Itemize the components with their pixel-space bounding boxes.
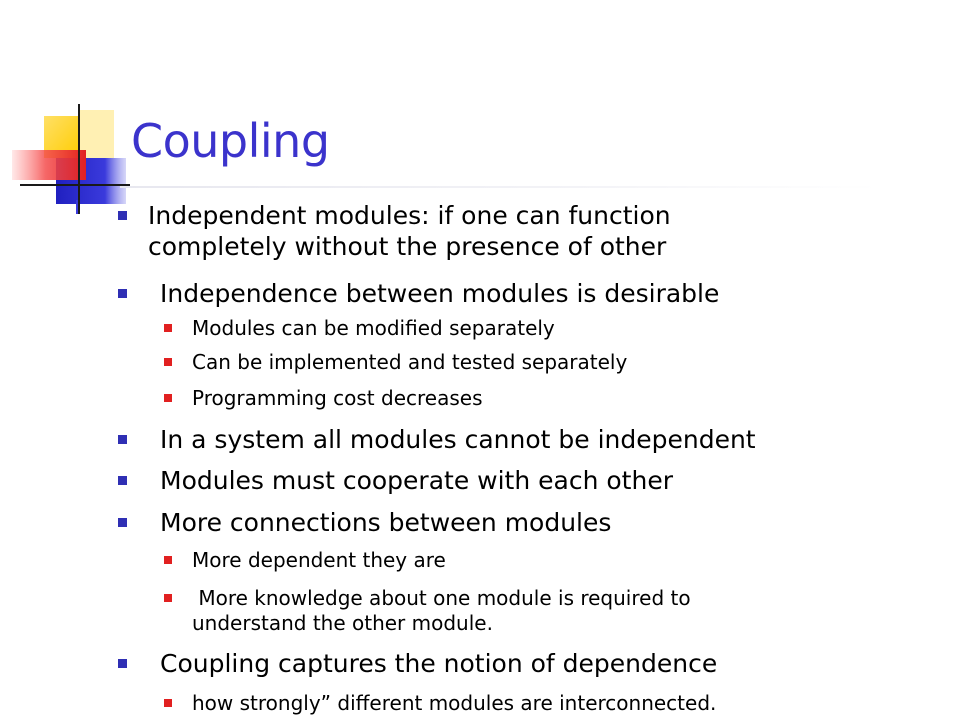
bullet-icon bbox=[118, 289, 127, 298]
sub-bullet-text: Programming cost decreases bbox=[192, 386, 483, 410]
bullet-text: Modules must cooperate with each other bbox=[160, 466, 673, 495]
sub-bullet-text: Can be implemented and tested separately bbox=[192, 350, 628, 374]
sub-bullet-icon bbox=[164, 394, 172, 402]
sub-bullet-icon bbox=[164, 699, 172, 707]
sub-bullet-icon bbox=[164, 324, 172, 332]
bullet-icon bbox=[118, 659, 127, 668]
title-underline bbox=[120, 186, 880, 188]
bullet-text: Coupling captures the notion of dependence bbox=[160, 649, 718, 678]
bullet-text: Independence between modules is desirable bbox=[160, 279, 720, 308]
sub-bullet-text: Modules can be modified separately bbox=[192, 316, 555, 340]
bullet-icon bbox=[118, 435, 127, 444]
bullet-text: completely without the presence of other bbox=[148, 232, 667, 261]
sub-bullet-text: More dependent they are bbox=[192, 548, 446, 572]
bullet-text: Independent modules: if one can function bbox=[148, 201, 671, 230]
bullet-text: More connections between modules bbox=[160, 508, 612, 537]
slide-title: Coupling bbox=[131, 114, 330, 168]
sub-bullet-text: how strongly” different modules are interconnected. bbox=[192, 691, 717, 715]
bullet-icon bbox=[118, 211, 127, 220]
slide-logo-decoration bbox=[0, 0, 140, 220]
bullet-icon bbox=[118, 518, 127, 527]
sub-bullet-icon bbox=[164, 594, 172, 602]
sub-bullet-text: understand the other module. bbox=[192, 611, 493, 635]
bullet-text: In a system all modules cannot be independent bbox=[160, 425, 756, 454]
sub-bullet-icon bbox=[164, 358, 172, 366]
sub-bullet-text: More knowledge about one module is required to bbox=[192, 586, 691, 610]
sub-bullet-icon bbox=[164, 556, 172, 564]
bullet-icon bbox=[118, 476, 127, 485]
